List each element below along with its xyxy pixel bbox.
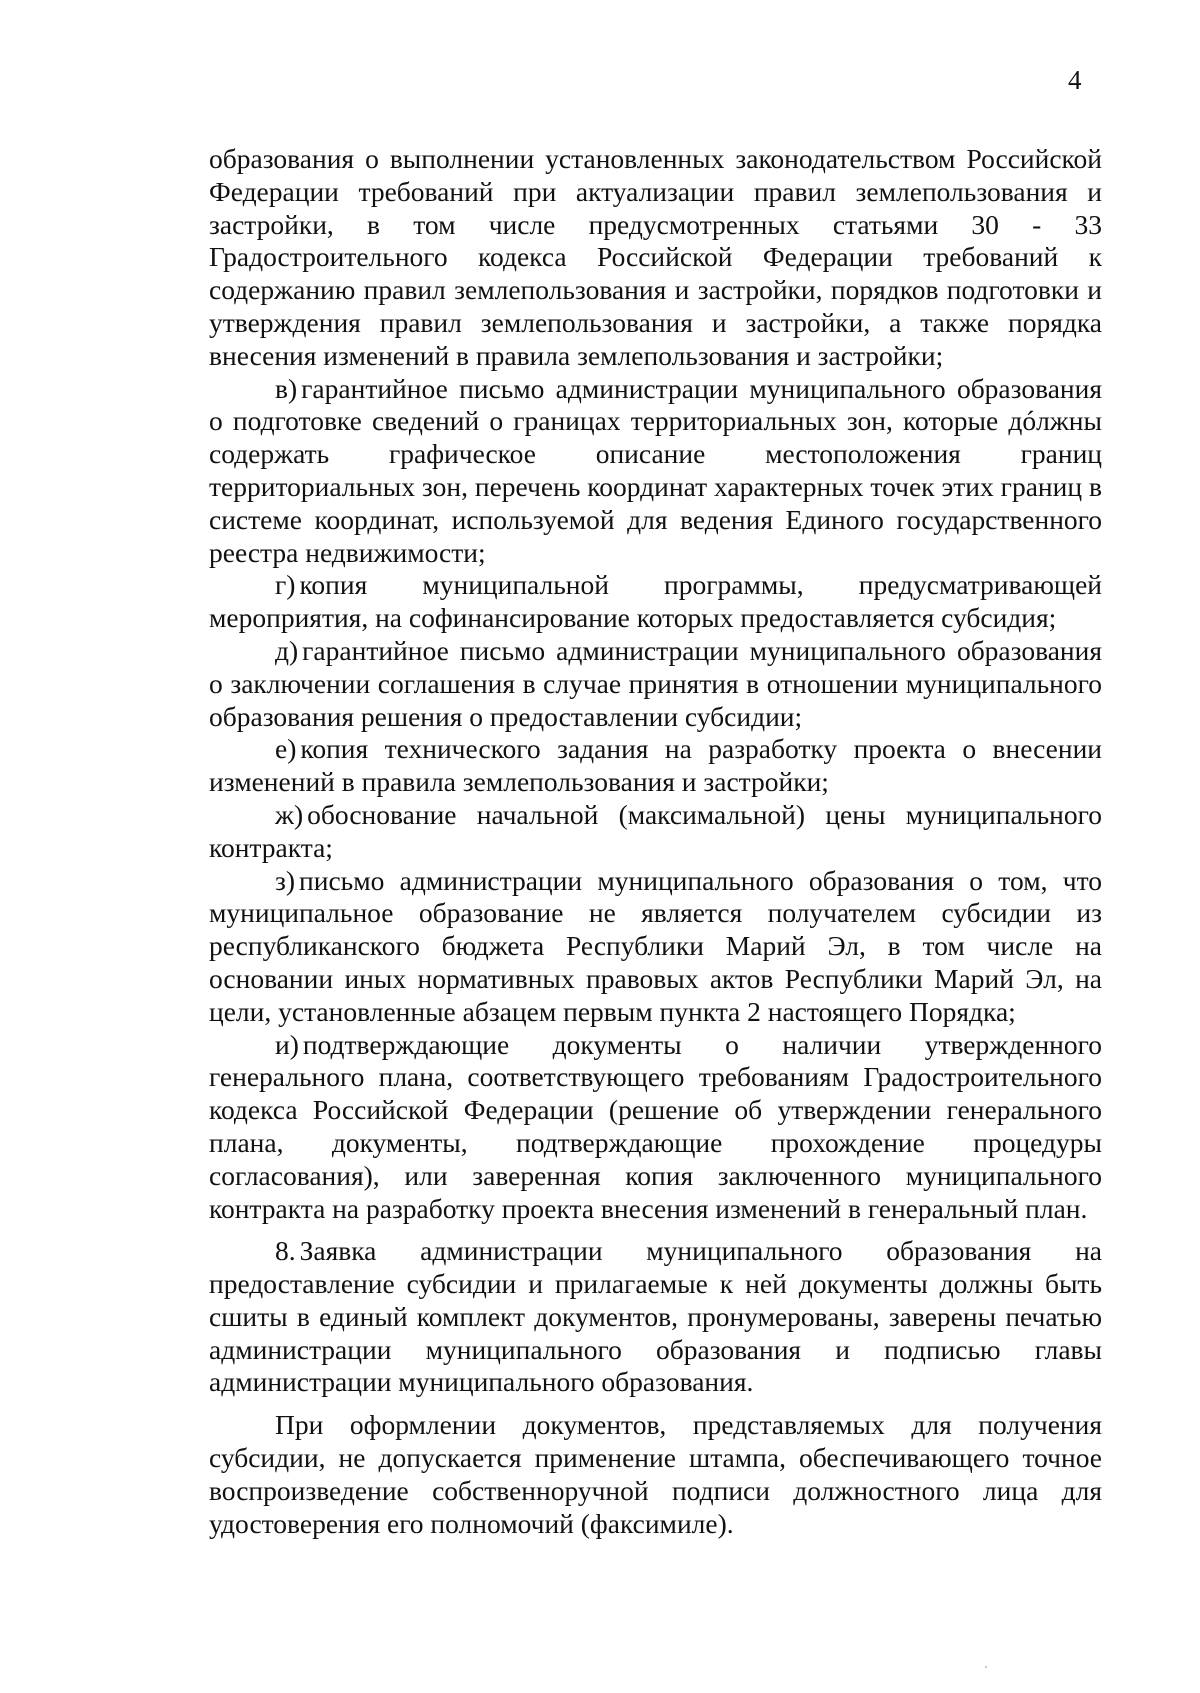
paragraph-facsimile-rule — [209, 1409, 1102, 1540]
paragraph-item-d — [209, 635, 1102, 733]
paragraph-text: подтверждающие документы о наличии утвержденного генерального плана, соответствующего требованиям Градостроительного кодекса Российской Федерации (решение об утверждении генерального плана, документы, подтверждающие прохождение процедуры согласования), или заверенная копия заключенного муниципального контракта на разработку проекта внесения изменений в генеральный план. — [209, 1028, 1102, 1224]
paragraph-continuation — [209, 143, 1102, 373]
paragraph-marker: ж) — [275, 798, 304, 830]
paragraph-text: письмо администрации муниципального образования о том, что муниципальное образование не является получателем субсидии из республиканского бюджета Республики Марий Эл, в том числе на основании иных нормативных правовых актов Республики Марий Эл, на цели, установленные абзацем первым пункта 2 настоящего Порядка; — [209, 864, 1102, 1027]
paragraph-marker: д) — [275, 634, 299, 666]
paragraph-item-v — [209, 373, 1102, 570]
paragraph-item-g — [209, 569, 1102, 635]
scan-artifact — [985, 1666, 987, 1668]
paragraph-item-e — [209, 733, 1102, 799]
paragraph-text: Заявка администрации муниципального образования на предоставление субсидии и прилагаемые к ней документы должны быть сшиты в единый комплект документов, пронумерованы, заверены печатью администрации муниципального образования и подписью главы администрации муниципального образования. — [209, 1235, 1102, 1398]
paragraph-marker: з) — [275, 864, 296, 896]
paragraph-text: образования о выполнении установленных законодательством Российской Федерации требований при актуализации правил землепользования и застройки, в том числе предусмотренных статьями 30 - 33 Градостроительного кодекса Российской Федерации требований к содержанию правил землепользования и застройки, порядков подготовки и утверждения правил землепользования и застройки, а также порядка внесения изменений в правила землепользования и застройки; — [209, 143, 1102, 371]
paragraph-marker: в) — [275, 372, 298, 404]
paragraph-item-z — [209, 865, 1102, 1029]
paragraph-item-zh — [209, 799, 1102, 865]
paragraph-item-i — [209, 1029, 1102, 1226]
paragraph-marker: е) — [275, 733, 297, 765]
paragraph-marker: и) — [275, 1028, 299, 1060]
paragraph-text: При оформлении документов, представляемых для получения субсидии, не допускается применение штампа, обеспечивающего точное воспроизведение собственноручной подписи должностного лица для удостоверения его полномочий (факсимиле). — [209, 1409, 1102, 1539]
document-body — [209, 143, 1102, 1540]
paragraph-text: копия муниципальной программы, предусматривающей мероприятия, на софинансирование которых предоставляется субсидия; — [209, 569, 1102, 634]
paragraph-text: гарантийное письмо администрации муниципального образования о подготовке сведений о границах территориальных зон, которые дóлжны содержать графическое описание местоположения границ территориальных зон, перечень координат характерных точек этих границ в системе координат, используемой для ведения Единого государственного реестра недвижимости; — [209, 372, 1102, 568]
paragraph-marker: г) — [275, 569, 296, 601]
page-number: 4 — [1068, 65, 1082, 95]
paragraph-text: обоснование начальной (максимальной) цены муниципального контракта; — [209, 798, 1102, 863]
paragraph-clause-8 — [209, 1235, 1102, 1399]
paragraph-marker: 8. — [275, 1235, 296, 1267]
paragraph-text: гарантийное письмо администрации муниципального образования о заключении соглашения в случае принятия в отношении муниципального образования решения о предоставлении субсидии; — [209, 634, 1102, 732]
paragraph-text: копия технического задания на разработку проекта о внесении изменений в правила землепользования и застройки; — [209, 733, 1102, 798]
